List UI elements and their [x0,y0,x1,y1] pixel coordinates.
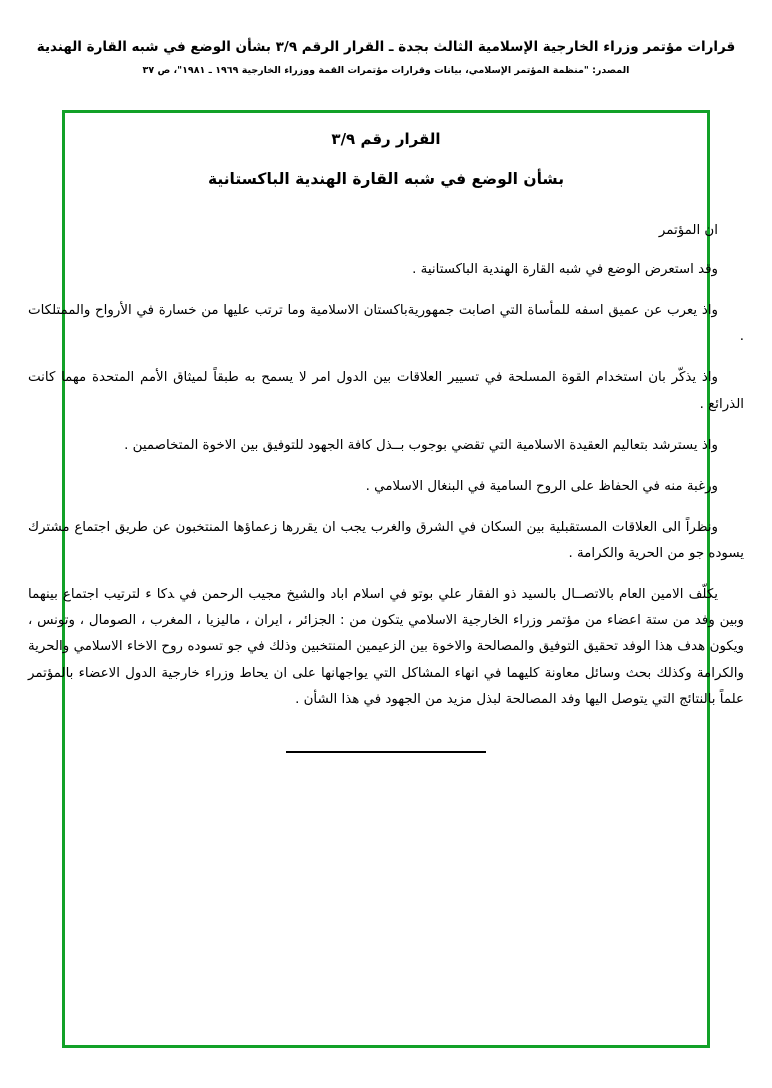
end-rule [286,751,486,753]
body-paragraph: يكلّف الامين العام بالاتصــال بالسيد ذو الفقار علي بوتو في اسلام اباد والشيخ مجيب الرحمن في ﺪﻛﺎ ﺀ لترتيب اجتماع بينهما وبين وفد من ستة اعضاء من مؤتمر وزراء الخارجية الاسلامي يتكون من : الجزائر ، ايران ، ماليزيا ، المغرب ، الصومال ، وتونس ، ويكون هدف هذا الوفد تحقيق التوفيق والمصالحة والاخوة بين الزعيمين المنتخبين وذلك في جو تسوده روح الاخاء الاسلامي والحرية والكرامة وكذلك بحث وسائل معاونة كليهما في انهاء المشاكل التي يواجهانها على ان يحاط وزراء خارجية الدول الاعضاء بالمؤتمر علماً بالنتائج التي يتوصل اليها وفد المصالحة لبذل مزيد من الجهود في هذا الشأن . [28,587,744,707]
opening-line: ان المؤتمر [658,223,718,238]
body-paragraph: واذ يذكّر بان استخدام القوة المسلحة في تسيير العلاقات بين الدول امر لا يسمح به طبقاً لميثاق الأمم المتحدة مهما كانت الذرائع . [28,370,744,413]
body-paragraph: واذ يسترشد بتعاليم العقيدة الاسلامية التي تقضي بوجوب بــذل كافة الجهود للتوفيق بين الاخوة المتخاصمين . [124,437,718,453]
resolution-subject: بشأن الوضع في شبه القارة الهندية الباكستانية [207,170,565,188]
document-body [28,130,744,753]
body-paragraph: وقد استعرض الوضع في شبه القارة الهندية الباكستانية . [412,261,718,277]
document-header [0,38,772,77]
header-title: قرارات مؤتمر وزراء الخارجية الإسلامية الثالث بجدة ـ القرار الرقم ٣/٩ بشأن الوضع في شبه القارة الهندية [36,39,736,55]
body-paragraph: واذ يعرب عن عميق اسفه للمأساة التي اصابت جمهوريةباكستان الاسلامية وما ترتب عليها من خسارة في الأرواح والممتلكات . [28,302,744,345]
body-paragraph: ورغبة منه في الحفاظ على الروح السامية في البنغال الاسلامي . [365,478,718,494]
header-source: المصدر: "منظمة المؤتمر الإسلامي، بيانات وقرارات مؤتمرات القمة ووزراء الخارجية ١٩٦٩ ـ ١٩٨١"، ص ٣٧ [142,64,630,76]
body-paragraph: ونظراً الى العلاقات المستقبلية بين السكان في الشرق والغرب يجب ان يقررها زعماؤها المنتخبون عن طريق اجتماع مشترك يسوده جو من الحرية والكرامة . [28,519,744,562]
resolution-number: القرار رقم ٣/٩ [331,130,441,148]
